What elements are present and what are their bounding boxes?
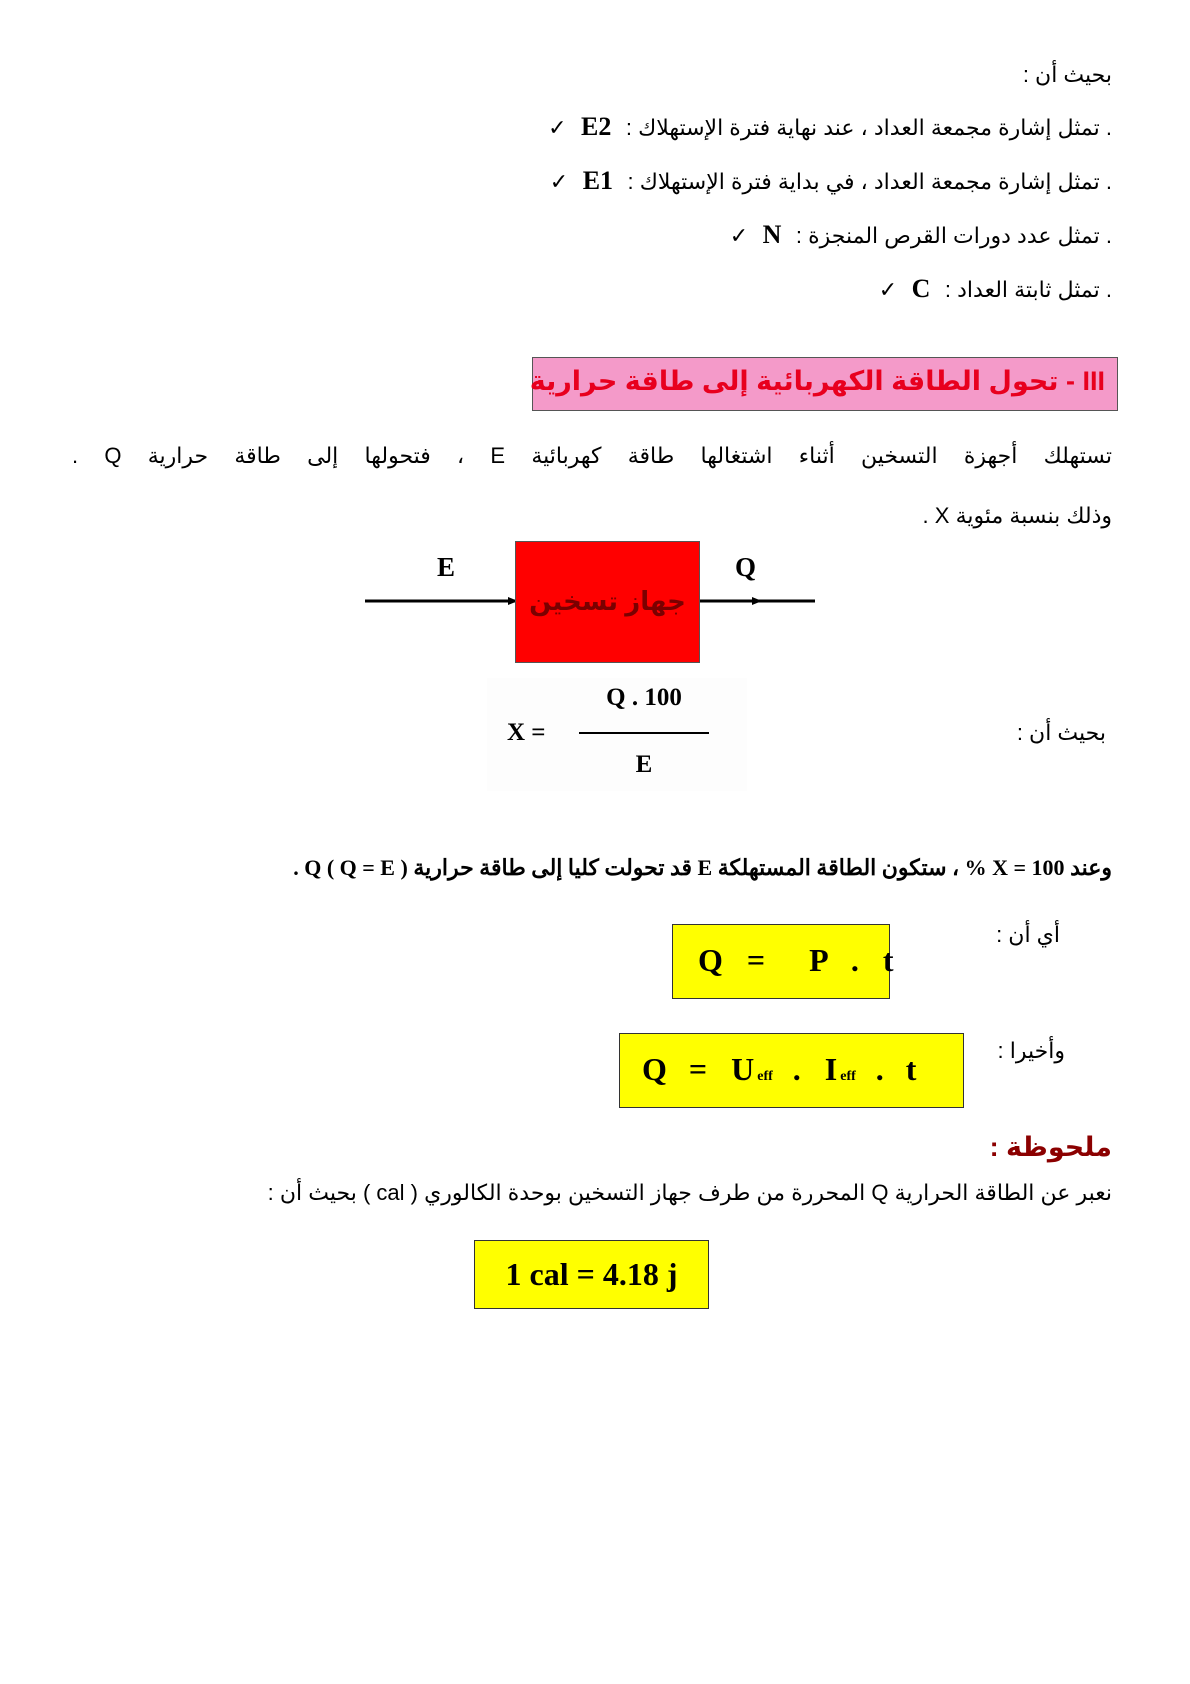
u-formula-box <box>619 1033 964 1108</box>
intro-where: بحيث أن : <box>1022 62 1112 87</box>
u-formula-t: t <box>905 1051 917 1087</box>
x-formula-lhs: X = <box>507 719 546 746</box>
check-icon: ✓ <box>548 115 567 140</box>
note-text: نعبر عن الطاقة الحرارية Q المحررة من طرف جهاز التسخين بوحدة الكالوري ( cal ) بحيث أن : <box>267 1180 1112 1205</box>
definition-symbol: N <box>762 220 782 249</box>
p-formula-eq: = <box>746 942 766 978</box>
definition-symbol: C <box>911 274 931 303</box>
u-formula-text <box>642 1051 916 1088</box>
check-icon: ✓ <box>878 277 898 302</box>
fraction-bar <box>579 732 709 734</box>
u-formula-lhs: Q <box>642 1051 667 1087</box>
u-formula-eq: = <box>688 1051 708 1087</box>
definition-item <box>412 112 1112 166</box>
x-formula-denominator: E <box>635 751 653 778</box>
u-formula-i: I <box>824 1051 838 1087</box>
definitions-list <box>412 112 1112 328</box>
p-formula-prefix: أي أن : <box>996 922 1060 947</box>
definition-text: : تمثل إشارة مجمعة العداد ، في بداية فترة الإستهلاك . <box>627 169 1112 194</box>
p-formula-lhs: Q <box>698 942 723 978</box>
formula-where: بحيث أن : <box>1016 720 1106 745</box>
p-formula-text <box>698 942 894 979</box>
paragraph-line-1: تستهلك أجهزة التسخين أثناء اشتغالها طاقة كهربائية E ، فتحولها إلى طاقة حرارية Q . <box>72 443 1112 468</box>
check-icon: ✓ <box>549 169 569 194</box>
p-formula-p: P <box>809 942 827 978</box>
p-formula-t: t <box>882 942 894 978</box>
diagram-output-label: Q <box>735 552 757 582</box>
x-formula-numerator: Q . 100 <box>606 684 682 711</box>
calorie-conversion-text: 1 cal = 4.18 j <box>505 1256 678 1292</box>
p-formula-box <box>672 924 894 999</box>
definition-text: : تمثل عدد دورات القرص المنجزة . <box>795 223 1112 248</box>
u-formula-dot: . <box>792 1051 801 1087</box>
paragraph-line-2: وذلك بنسبة مئوية X . <box>922 503 1112 528</box>
x-formula <box>487 678 747 791</box>
diagram-input-label: E <box>437 552 456 582</box>
u-formula-i-sub: eff <box>840 1069 856 1084</box>
u-formula-u: U <box>731 1051 755 1087</box>
note-title: ملحوظة : <box>989 1132 1112 1162</box>
definition-symbol: E2 <box>581 112 612 141</box>
full-conversion-statement: وعند X = 100 % ، ستكون الطاقة المستهلكة E قد تحولت كليا إلى طاقة حرارية Q ( Q = E ) . <box>293 855 1112 880</box>
definition-item <box>412 166 1112 220</box>
p-formula-dot: . <box>850 942 859 978</box>
u-formula-u-sub: eff <box>757 1069 773 1084</box>
heating-device-box <box>515 541 700 663</box>
section-heading-box <box>529 357 1118 411</box>
output-arrowhead-icon <box>752 597 762 605</box>
heating-device-label: جهاز تسخين <box>529 586 686 616</box>
definition-symbol: E1 <box>582 166 614 195</box>
check-icon: ✓ <box>729 223 749 248</box>
section-title: III - تحول الطاقة الكهربائية إلى طاقة حرارية <box>529 366 1105 396</box>
calorie-conversion-box <box>474 1240 709 1309</box>
definition-text: : تمثل ثابتة العداد . <box>944 277 1112 302</box>
u-formula-prefix: وأخيرا : <box>997 1038 1065 1063</box>
u-formula-dot-2: . <box>875 1051 884 1087</box>
definition-item <box>412 220 1112 274</box>
definition-text: : تمثل إشارة مجمعة العداد ، عند نهاية فترة الإستهلاك . <box>625 115 1112 140</box>
definition-item <box>412 274 1112 328</box>
